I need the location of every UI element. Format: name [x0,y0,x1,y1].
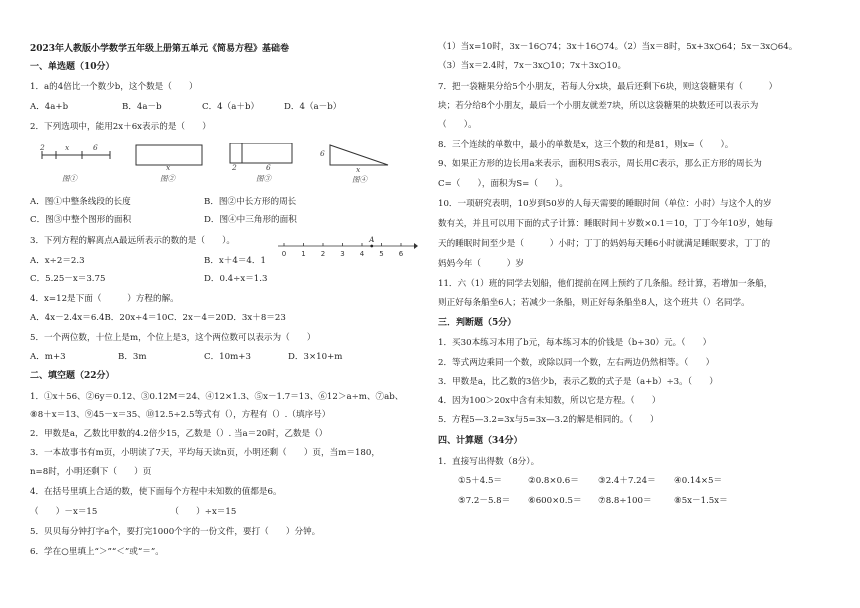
right-line: （1）当x=10时，3x－16○74；3x＋16○74。（2）当x＝8时，5x+3x○64；5x－3x○64。 [438,42,798,52]
figure-1-label-2: 2 [40,143,45,152]
judge-item: 3．甲数是a，比乙数的3倍少b，表示乙数的式子是（a+b）÷3。（ ） [438,377,718,387]
fill-line: n=8时，小明还剩下（ ）页 [30,467,152,477]
q1-option-c: C．4（a＋b） [202,102,260,112]
calc-item: ③2.4＋7.24＝ [598,476,656,486]
figure-4 [322,143,402,185]
numline-tick-label: 2 [320,250,326,258]
fill-line: 2．甲数是a，乙数比甲数的4.2倍少15，乙数是（）. 当a＝20时，乙数是（） [30,429,328,439]
q2-figures [30,143,410,185]
calc-item: ⑧5x－1.5x＝ [674,496,728,506]
q2-option-d: D．图④中三角形的面积 [204,215,297,225]
calc-row [458,476,744,487]
numline-tick-label: 5 [379,250,384,258]
q4-options: A．4x－2.4x＝6.4B．20x÷4＝10C．2x－4＝20D．3x＋8＝23 [30,313,286,323]
right-line: C=（ ），面积为S=（ ）。 [438,179,568,189]
q1-option-d: D．4（a－b） [284,102,342,112]
figure-1-caption: 图① [62,174,77,183]
judge-item: 4．因为100＞20x中含有未知数，所以它是方程。（ ） [438,396,661,406]
left-column [30,0,418,608]
q3-number-line [278,236,418,260]
calc-item: ⑥600×0.5＝ [528,496,582,506]
right-line: 则正好每条船坐6人；若减少一条船，则正好每条船坐8人，这个班共（）名同学。 [438,298,750,308]
q2-options-row1 [30,197,296,208]
q2-option-a: A．图①中整条线段的长度 [30,197,131,207]
q1-options [30,102,341,113]
fill-line: 6．学在○里填上“＞”“＜”或“＝”。 [30,547,164,557]
figure-1-segment [38,143,118,165]
right-line: 块；若分给8个小朋友，最后一个小朋友就差7块，所以这袋糖果的块数还可以表示为 [438,101,759,111]
figure-3-label-2: 2 [232,163,237,172]
q3-stem: 3．下列方程的解离点A最远所表示的数的是（ ）。 [30,236,236,246]
right-line: 天的睡眠时间至少是（ ）小时；丁丁的妈妈每天睡6小时就满足睡眠要求，丁丁的 [438,239,771,249]
figure-3-label-6: 6 [266,163,271,172]
fill-line: 3．一本故事书有m页，小明读了7天，平均每天读n页，小明还剩（ ）页，当m＝180， [30,448,380,458]
section-fill-blank: 二、填空题（22分） [30,371,115,381]
numline-tick-label: 0 [281,250,287,258]
right-line: 7．把一袋糖果分给5个小朋友，若每人分x块，最后还剩下6块，则这袋糖果有（ ） [438,82,778,92]
fill-line: （ ）－x＝15 （ ）÷x＝15 [30,507,237,517]
q5-options [30,352,342,363]
calc-stem: 1．直接写出得数（8分）。 [438,457,540,467]
figure-1-label-x: x [65,143,70,152]
figure-2-caption: 图② [160,174,175,183]
q3-option-d: D．0.4÷x＝1.3 [204,274,268,284]
calc-item: ②0.8×0.6＝ [528,476,579,486]
right-line: （ ）。 [438,120,477,130]
calc-item: ⑤7.2－5.8＝ [458,496,511,506]
judge-item: 2．等式两边乘同一个数，或除以同一个数，左右两边仍然相等。（ ） [438,358,715,368]
judge-item: 5．方程5—3.2=3x与5=3x—3.2的解是相同的。（ ） [438,415,659,425]
q1-stem: 1．a的4倍比一个数少b，这个数是（ ） [30,82,198,92]
figure-4-label-6: 6 [320,149,325,158]
numline-tick-label: 3 [340,250,345,258]
numline-point-a-label: A [369,236,375,244]
section-single-choice: 一、单选题（10分） [30,62,115,72]
numline-tick-label: 4 [359,250,365,258]
calc-row [458,496,744,507]
fill-line: ⑧8＋x＝13、⑨45－x＝35、⑩12.5÷2.5等式有（），方程有（）.（填序号） [30,410,331,420]
judge-item: 1．买30本练习本用了b元，每本练习本的价钱是（b÷30）元。（ ） [438,338,712,348]
figure-1 [38,143,118,185]
q2-stem: 2．下列选项中，能用2x＋6x表示的是（ ） [30,122,211,132]
fill-line: 5．贝贝每分钟打字a个，要打完1000个字的一份文件，要打（ ）分钟。 [30,527,321,537]
q3-option-c: C．5.25－x＝3.75 [30,274,106,284]
numline-tick-label: 1 [301,250,306,258]
numline-point-a [370,245,373,248]
right-line: 数有关，并且可以用下面的式子计算：睡眠时间＋岁数×0.1＝10，丁丁今年10岁，她每 [438,219,773,229]
figure-4-caption: 图④ [352,175,367,184]
q5-option-d: D．3×10+m [288,352,343,362]
calc-item: ⑦8.8÷100＝ [598,496,652,506]
section-calculation: 四、计算题（34分） [438,436,523,446]
figure-2-label-x: x [166,163,171,172]
numline-tick-label: 6 [398,250,404,258]
right-line: 8．三个连续的单数中，最小的单数是x，这三个数的和是81，则x=（ ）。 [438,140,734,150]
q5-option-c: C．10m+3 [204,352,251,362]
calc-item: ①5＋4.5＝ [458,476,503,486]
section-judge: 三．判断题（5分） [438,318,517,328]
figure-2 [134,143,214,185]
q2-options-row2 [30,215,297,226]
q4-stem: 4．x=12是下面（ ）方程的解。 [30,294,179,304]
right-line: 9、如果正方形的边长用a来表示，面积用S表示，周长用C表示，那么正方形的周长为 [438,159,762,169]
q1-option-a: A．4a+b [30,102,69,112]
q2-option-b: B．图②中长方形的周长 [204,197,297,207]
q3-options-row1 [30,256,266,267]
q5-option-b: B．3m [118,352,147,362]
fill-line: 4．在括号里填上合适的数，使下面每个方程中未知数的值都是6。 [30,487,282,497]
right-line: 10．一项研究表明，10岁到50岁的人每天需要的睡眠时间（单位：小时）与这个人的岁 [438,199,772,209]
q5-stem: 5．一个两位数，十位上是m，个位上是3，这个两位数可以表示为（ ） [30,333,316,343]
q5-option-a: A．m+3 [30,352,66,362]
calc-item: ④0.14×5＝ [674,476,723,486]
q3-option-a: A．x÷2＝2.3 [30,256,85,266]
right-line: （3）当x＝2.4时，7x－3x○10；7x＋3x○10。 [438,61,627,71]
q1-option-b: B．4a－b [122,102,162,112]
fill-line: 1．①x＋56、②6y＝0.12、③0.12M＝24、④12×1.3、⑤x－1.7＝13、⑥12＞a÷m、⑦ab、 [30,392,404,402]
page-title: 2023年人教版小学数学五年级上册第五单元《简易方程》基础卷 [30,44,290,54]
figure-3 [226,143,306,185]
q2-option-c: C．图③中整个图形的面积 [30,215,132,225]
right-line: 11．六（1）班的同学去划船，他们提前在网上预约了几条船。经计算，若增加一条船， [438,279,773,289]
figure-1-label-6: 6 [93,143,98,152]
q3-option-b: B．x＋4＝4．1 [204,256,266,266]
q3-options-row2 [30,274,267,285]
figure-3-caption: 图③ [256,174,271,183]
right-line: 妈妈今年（ ）岁 [438,259,524,269]
figure-4-label-x: x [356,165,361,174]
right-column [438,0,838,608]
